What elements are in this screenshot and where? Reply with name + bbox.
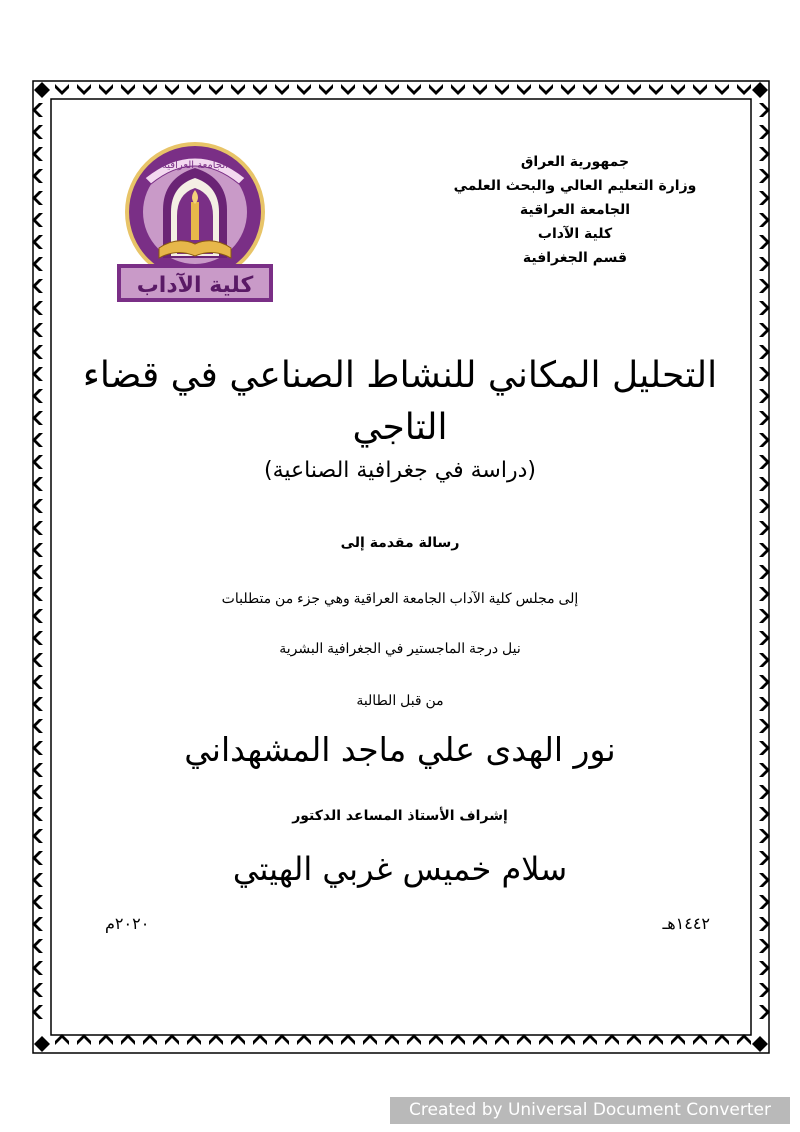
border-corner-diamond: [752, 82, 768, 98]
border-chevron: [517, 84, 531, 95]
header-line-country: جمهورية العراق: [520, 154, 630, 170]
border-chevron: [451, 84, 465, 95]
border-chevron: [583, 84, 597, 95]
border-chevron: [341, 84, 355, 95]
border-chevron: [429, 84, 443, 95]
border-chevron: [231, 84, 245, 95]
border-chevron: [121, 84, 135, 95]
border-chevron: [605, 84, 619, 95]
border-chevron: [187, 84, 201, 95]
border-corner-diamond: [752, 1036, 768, 1052]
submission-statement-line2: نيل درجة الماجستير في الجغرافية البشرية: [279, 640, 521, 656]
thesis-title-line2: التاجي: [352, 407, 448, 448]
border-chevron: [407, 84, 421, 95]
border-chevron: [539, 84, 553, 95]
border-chevron: [671, 84, 685, 95]
supervisor-name: سلام خميس غربي الهيتي: [232, 850, 568, 888]
border-chevron: [143, 84, 157, 95]
border-chevron: [495, 84, 509, 95]
logo-banner-text: كلية الآداب: [136, 273, 254, 298]
presented-to-label: رسالة مقدمة إلى: [340, 535, 460, 551]
header-line-university: الجامعة العراقية: [519, 202, 631, 218]
border-chevron: [297, 84, 311, 95]
thesis-title-line1: التحليل المكاني للنشاط الصناعي في قضاء: [82, 355, 718, 396]
border-chevron: [209, 84, 223, 95]
border-chevron: [473, 84, 487, 95]
border-chevron: [275, 84, 289, 95]
border-chevron: [363, 84, 377, 95]
hijri-date: ١٤٤٢هـ: [662, 914, 710, 933]
header-line-college: كلية الآداب: [537, 226, 613, 242]
logo-arc-text: الجامعة العراقية: [161, 160, 229, 171]
ministry-header: [450, 150, 700, 270]
border-chevron: [55, 84, 69, 95]
border-chevron: [319, 84, 333, 95]
border-chevron: [715, 84, 729, 95]
header-line-department: قسم الجغرافية: [522, 250, 628, 266]
border-chevron: [385, 84, 399, 95]
border-chevron: [165, 84, 179, 95]
student-name: نور الهدى علي ماجد المشهداني: [184, 730, 616, 769]
border-chevron: [561, 84, 575, 95]
border-chevron: [627, 84, 641, 95]
supervision-label: إشراف الأستاذ المساعد الدكتور: [292, 808, 508, 824]
border-chevron: [693, 84, 707, 95]
thesis-title: [60, 350, 740, 454]
border-chevron: [99, 84, 113, 95]
converter-watermark: Created by Universal Document Converter: [390, 1097, 790, 1124]
thesis-subtitle: (دراسة في جغرافية الصناعية): [264, 458, 536, 483]
college-logo: [115, 140, 275, 305]
gregorian-date: ٢٠٢٠م: [105, 914, 150, 933]
submission-statement-line1: إلى مجلس كلية الآداب الجامعة العراقية وهي جزء من متطلبات: [221, 590, 579, 606]
border-chevron: [77, 84, 91, 95]
by-student-label: من قبل الطالبة: [356, 692, 444, 708]
header-line-ministry: وزارة التعليم العالي والبحث العلمي: [453, 178, 697, 194]
border-corner-diamond: [34, 1036, 50, 1052]
border-chevron: [737, 84, 751, 95]
border-corner-diamond: [34, 82, 50, 98]
border-chevron: [253, 84, 267, 95]
border-chevron: [649, 84, 663, 95]
